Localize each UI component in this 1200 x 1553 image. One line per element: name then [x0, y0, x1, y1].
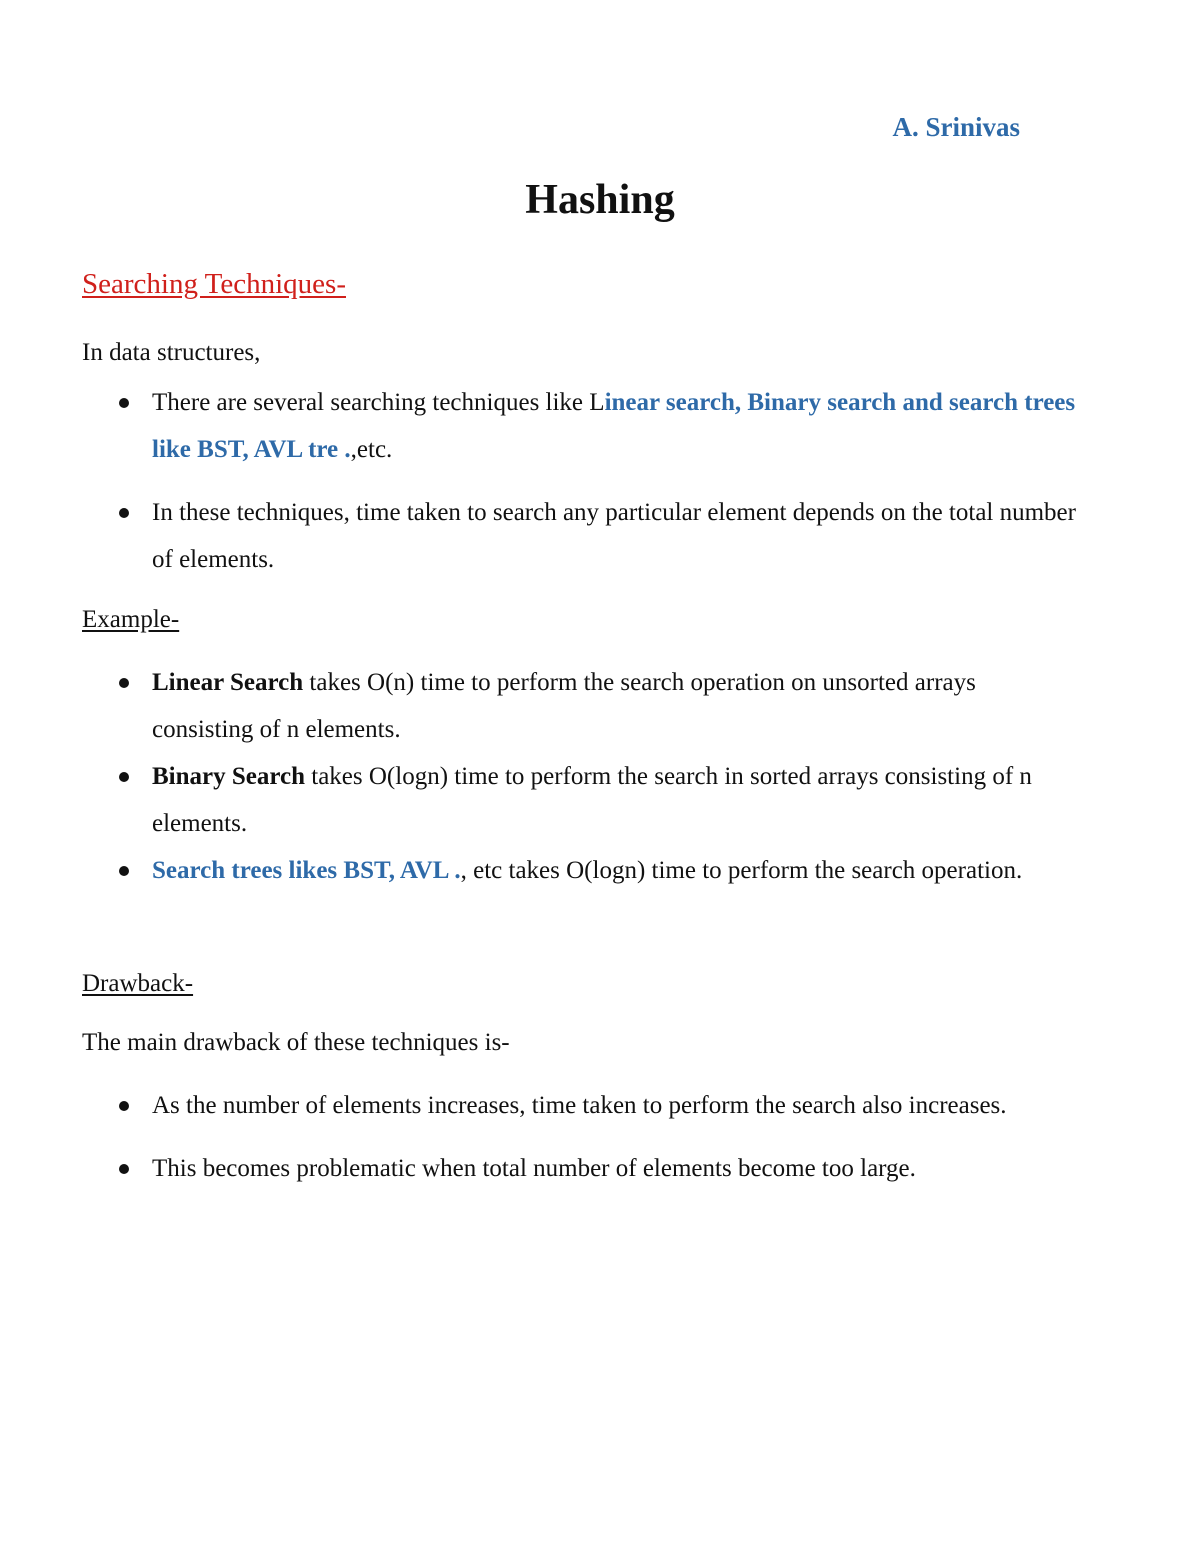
drawback-bullet-list [116, 1082, 1126, 1192]
drawback-intro: The main drawback of these techniques is- [82, 1029, 510, 1056]
bullet-icon [119, 1164, 129, 1174]
bullet-text: As the number of elements increases, time taken to perform the search also increases. [152, 1092, 1007, 1119]
section-heading-searching-techniques: Searching Techniques- [82, 268, 346, 300]
bullet-icon [119, 678, 129, 688]
bullet-icon [119, 866, 129, 876]
example-bullet-list [116, 659, 1126, 894]
bullet-text-bold: Binary Search [152, 763, 306, 790]
bullet-text: takes O(n) time to perform the search operation on unsorted arrays consisting of n elements. [152, 669, 976, 743]
bullet-text: In these techniques, time taken to search any particular element depends on the total number of elements. [152, 499, 1076, 573]
list-item [116, 753, 1112, 847]
intro-paragraph: In data structures, [82, 339, 261, 366]
bullet-icon [119, 772, 129, 782]
bullet-text-bold: Linear Search [152, 669, 304, 696]
example-heading: Example- [82, 606, 180, 633]
bullet-text: takes O(logn) time to perform the search in sorted arrays consisting of n elements. [152, 763, 1032, 837]
list-item [116, 379, 1112, 473]
list-item [116, 1145, 1126, 1192]
bullet-icon [119, 508, 129, 518]
techniques-bullet-list [116, 379, 1126, 583]
bullet-icon [119, 398, 129, 408]
bullet-text-prefix: There are several searching techniques like L [152, 389, 605, 416]
list-item [116, 847, 1162, 894]
bullet-text-suffix: ,etc. [350, 436, 393, 463]
bullet-icon [119, 1101, 129, 1111]
bullet-text: , etc takes O(logn) time to perform the search operation. [460, 857, 1023, 884]
list-item [116, 659, 1072, 753]
list-item [116, 1082, 1126, 1129]
list-item [116, 489, 1092, 583]
bullet-text-highlight: inear search, Binary search and search trees like BST, AVL tre . [152, 389, 1076, 463]
bullet-text: This becomes problematic when total number of elements become too large. [152, 1155, 916, 1182]
drawback-heading: Drawback- [82, 970, 194, 997]
author-name: A. Srinivas [892, 112, 1020, 142]
bullet-text-highlight: Search trees likes BST, AVL . [152, 857, 461, 884]
page-title: Hashing [525, 177, 675, 223]
